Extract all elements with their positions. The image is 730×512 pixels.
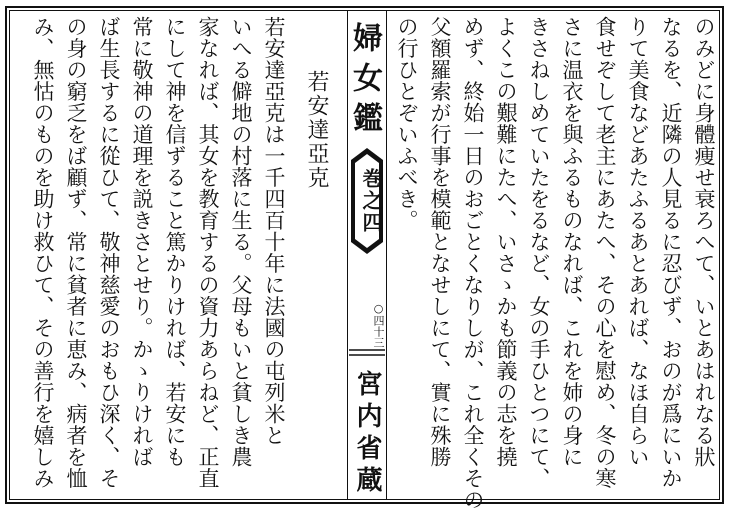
right-page-line: よくこの艱難にたへ、いさゝかも節義の志を撓 — [494, 16, 518, 468]
book-spine — [347, 10, 387, 500]
left-page-line: 常に敬神の道理を説きさとせり。かゝりければ — [130, 16, 154, 468]
right-page-line: きさねしめていたをるなど、女の手ひとつにて、 — [527, 16, 551, 489]
right-page-line: 父額羅索が行事を模範となせしにて、實に殊勝 — [428, 16, 452, 468]
right-page-line: さに温衣を與ふるものなれば、これを姉の身に — [560, 16, 584, 468]
left-page-line: の身の窮乏をば顧ず、常に貧者に恵み、病者を恤 — [64, 16, 88, 489]
publisher-label: 宮内省蔵 — [352, 370, 382, 498]
right-page-line: 食せぞして老主にあたへ、その心を慰め、冬の寒 — [593, 16, 617, 489]
left-page-line: ば生長するに從ひて、敬神慈愛のおもひ深く、そ — [97, 16, 121, 489]
left-page-line: いへる僻地の村落に生る。父母もいと貧しき農 — [229, 16, 253, 468]
volume-label: 巻之四 — [359, 168, 383, 234]
left-page-line: 若安達亞克は一千四百十年に法國の屯列米と — [262, 16, 286, 446]
left-page-line: にして神を信ずること篤かりければ、若安にも — [163, 16, 187, 468]
right-page-line: の行ひとぞいふべき。 — [395, 16, 419, 231]
right-page-line: なるを、近隣の人見るに忍びず、おのが爲にいか — [659, 16, 683, 489]
left-page-line: み、無怙のものを助け救ひて、その善行を嬉しみ — [31, 16, 55, 489]
left-page-line: 家なれば、其女を教育するの資力あらねど、正直 — [196, 16, 220, 489]
book-title: 婦女鑑 — [347, 22, 382, 142]
right-page-line: のみどに身體痩せ衰ろへて、いとあはれなる狀 — [692, 16, 716, 468]
page-number: ○四十三 — [372, 302, 385, 348]
spine-divider — [349, 346, 385, 360]
right-page-line: めず、終始一日のおごとくなりしが、これ全くその — [461, 16, 485, 511]
section-heading: 若安達亞克 — [304, 70, 329, 190]
right-page-line: りて美食などあたふるあとあれば、なほ自らい — [626, 16, 650, 468]
